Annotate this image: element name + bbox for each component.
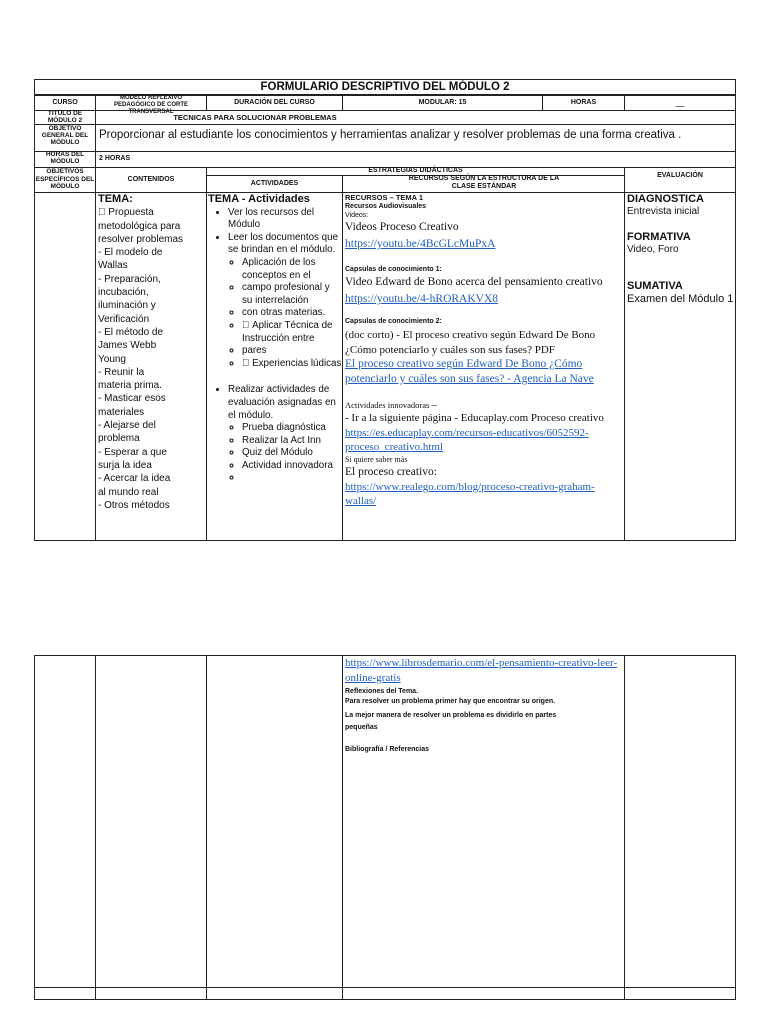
actividad-item-text: Leer los documentos que se brindan en el módulo. [228, 231, 339, 256]
capsula-1-label: Capsulas de conocimiento 1: [345, 266, 442, 273]
circ-item: ◦ Actividad innovadora [242, 460, 342, 473]
video-link-1[interactable]: https://youtu.be/4BcGLcMuPxA [345, 238, 496, 250]
titulo-value: TECNICAS PARA SOLUCIONAR PROBLEMAS [173, 113, 337, 122]
titulo-label: TITULO DE MÓDULO 2 [47, 110, 83, 124]
diagnostica-title: DIAGNOSTICA [627, 193, 704, 205]
circ-item: ◦ Realizar la Act Inn [242, 435, 342, 448]
recursos-audiovisuales: Recursos Audiovisuales [345, 203, 427, 210]
modelo-value: MODELO REFLEXIVO PEDAGÓGICO DE CORTE TRANSVERSAL [113, 95, 188, 115]
contenidos-line: - Reunir la [98, 366, 145, 378]
horas-modulo-value-cell [95, 151, 736, 168]
contenidos-content [98, 193, 206, 512]
reflexiones-title: Reflexiones del Tema. [345, 688, 419, 695]
subactividad-item: ◦ con otras materias. [242, 307, 342, 320]
evaluacion-content [627, 193, 735, 305]
bibliografia-title: Bibliografía / Referencias [345, 746, 430, 753]
p2-row2-col-1 [34, 987, 96, 1000]
act-innovadoras-label: Actividades innovadoras [345, 400, 430, 410]
video-link-2[interactable]: https://youtu.be/4-hRORAKVX8 [345, 293, 499, 305]
p2-col-1 [34, 655, 96, 988]
contenidos-line: materiales [98, 406, 145, 418]
curso-label: CURSO [52, 99, 78, 106]
contenidos-line: resolver problemas [98, 233, 184, 245]
contenidos-line: materia prima. [98, 380, 162, 392]
circ-item: ◦ Quiz del Módulo [242, 447, 342, 460]
contenidos-line: Propuesta [98, 207, 144, 219]
actividades-content [208, 193, 342, 485]
contenidos-line: - Otros métodos [98, 499, 170, 511]
horas-modulo-value: 2 HORAS [99, 155, 131, 162]
duracion-label: DURACIÓN DEL CURSO [234, 99, 315, 106]
educaplay-text: - Ir a la siguiente página - Educaplay.com Proceso creativo [345, 412, 604, 424]
capsula-2-text: (doc corto) - El proceso creativo según Edward De Bono ¿Cómo potenciarlo y cuáles son sus fases? PDF [345, 329, 596, 356]
form-title: FORMULARIO DESCRIPTIVO DEL MÓDULO 2 [260, 81, 510, 93]
recursos-head: RECURSOS SEGÚN LA ESTRUCTURA DE LA CLASE ESTÁNDAR [408, 175, 560, 190]
objetivos-cell [34, 192, 96, 541]
capsula-1-title: Video Edward de Bono acerca del pensamiento creativo [345, 276, 603, 288]
act-innovadoras-dash: – [431, 399, 437, 411]
actividades-title: TEMA - Actividades [208, 193, 310, 205]
p2-row2-col-3 [206, 987, 343, 1000]
contenidos-line: - Preparación, [98, 273, 161, 285]
p2-row2-col-4 [342, 987, 625, 1000]
contenidos-line: - Alejarse del [98, 420, 156, 432]
recursos-head: RECURSOS – TEMA 1 [345, 193, 424, 202]
subactividad-item: ◦ Aplicación de los conceptos en el [242, 257, 342, 282]
contenidos-title: TEMA: [98, 193, 133, 205]
libros-link[interactable]: https://www.librosdemario.com/el-pensamiento-creativo-leer-online-gratis [345, 657, 618, 684]
formativa-title: FORMATIVA [627, 231, 691, 243]
contenidos-line: - Esperar a que [98, 446, 167, 458]
realego-link[interactable]: https://www.realego.com/blog/proceso-creativo-graham-wallas/ [345, 480, 595, 507]
subactividad-item: ◦ pares [242, 345, 342, 358]
horas-label: HORAS [570, 99, 597, 106]
capsula-2-label: Capsulas de conocimiento 2: [345, 318, 442, 325]
objetivo-label: OBJETIVO GENERAL DEL MÓDULO [41, 125, 89, 146]
p2-row2-col-2 [95, 987, 207, 1000]
sumativa-title: SUMATIVA [627, 280, 683, 292]
contenidos-line: iluminación y [98, 300, 156, 312]
contenidos-line: surja la idea [98, 459, 152, 471]
actividad-item [228, 232, 342, 371]
videos-label: Videos: [345, 212, 369, 219]
contenidos-line: Wallas [98, 260, 128, 272]
estrategias-head: ESTRATEGIAS DIDÁCTICAS [368, 167, 463, 174]
circ-item [242, 472, 342, 485]
educaplay-link[interactable]: https://es.educaplay.com/recursos-educativos/6052592-proceso_creativo.html [345, 426, 589, 453]
diagnostica-text: Entrevista inicial [627, 205, 700, 217]
formativa-text: Video, Foro [627, 243, 679, 255]
sumativa-text: Examen del Módulo 1 [627, 292, 734, 305]
recursos-content [345, 193, 625, 509]
actividades-sublist [228, 257, 342, 370]
contenidos-line: al mundo real [98, 486, 159, 498]
actividades-list-2 [208, 384, 342, 422]
contenidos-line: metodológica para [98, 220, 181, 232]
modular-value: MODULAR: 15 [418, 99, 467, 106]
subactividad-item: ◦ campo profesional y su interrelación [242, 282, 342, 307]
contenidos-line: incubación, [98, 287, 149, 299]
contenidos-line: problema [98, 433, 140, 445]
horas-modulo-label: HORAS DEL MÓDULO [45, 151, 85, 165]
actividades-list [208, 207, 342, 371]
proceso-creativo-label: El proceso creativo: [345, 465, 437, 478]
evaluacion-head-cell [624, 167, 736, 193]
contenidos-line: - Acercar la idea [98, 473, 171, 485]
contenidos-line: Verificación [98, 313, 150, 325]
evaluacion-head: EVALUACIÓN [657, 172, 703, 179]
p2-recursos-content [345, 656, 621, 754]
si-quiere-saber: Si quiere saber más [345, 454, 408, 464]
objetivo-value: Proporcionar al estudiante los conocimientos y herramientas analizar y resolver problemas de una forma creativa . [99, 129, 682, 141]
contenidos-line: - Masticar esos [98, 393, 166, 405]
subactividad-item: ◦ Experiencias lúdicas [242, 358, 342, 371]
pdf-link[interactable]: El proceso creativo según Edward De Bono ¿Cómo potenciarlo y cuáles son sus fases? - Agencia La Nave [345, 358, 594, 385]
horas-value: __ [675, 98, 685, 107]
contenidos-line: - El método de [98, 326, 164, 338]
contenidos-line: - El modelo de [98, 247, 163, 259]
subactividad-item: ◦ Aplicar Técnica de Instrucción entre [242, 320, 342, 345]
actividades-head: ACTIVIDADES [250, 180, 299, 187]
contenidos-line: Young [98, 353, 126, 365]
contenidos-line: James Webb [98, 340, 157, 352]
reflexion-2: La mejor manera de resolver un problema es dividirlo en partes pequeñas [345, 712, 557, 731]
evaluacion-actividades-list [208, 422, 342, 485]
reflexion-1: Para resolver un problema primer hay que encontrar su origen. [345, 698, 556, 705]
videos-title: Videos Proceso Creativo [345, 221, 459, 233]
p2-col-5 [624, 655, 736, 988]
objetivos-head: OBJETIVOS ESPECÍFICOS DEL MÓDULO [35, 168, 95, 190]
actividad-item: • Realizar actividades de evaluación asignadas en el módulo. [228, 384, 342, 422]
contenidos-head: CONTENIDOS [127, 176, 175, 183]
p2-row2-col-5 [624, 987, 736, 1000]
circ-item: ◦ Prueba diagnóstica [242, 422, 342, 435]
p2-col-3 [206, 655, 343, 988]
actividad-item: • Ver los recursos del Módulo [228, 207, 342, 232]
p2-col-2 [95, 655, 207, 988]
actividades-innovadoras [345, 399, 625, 411]
